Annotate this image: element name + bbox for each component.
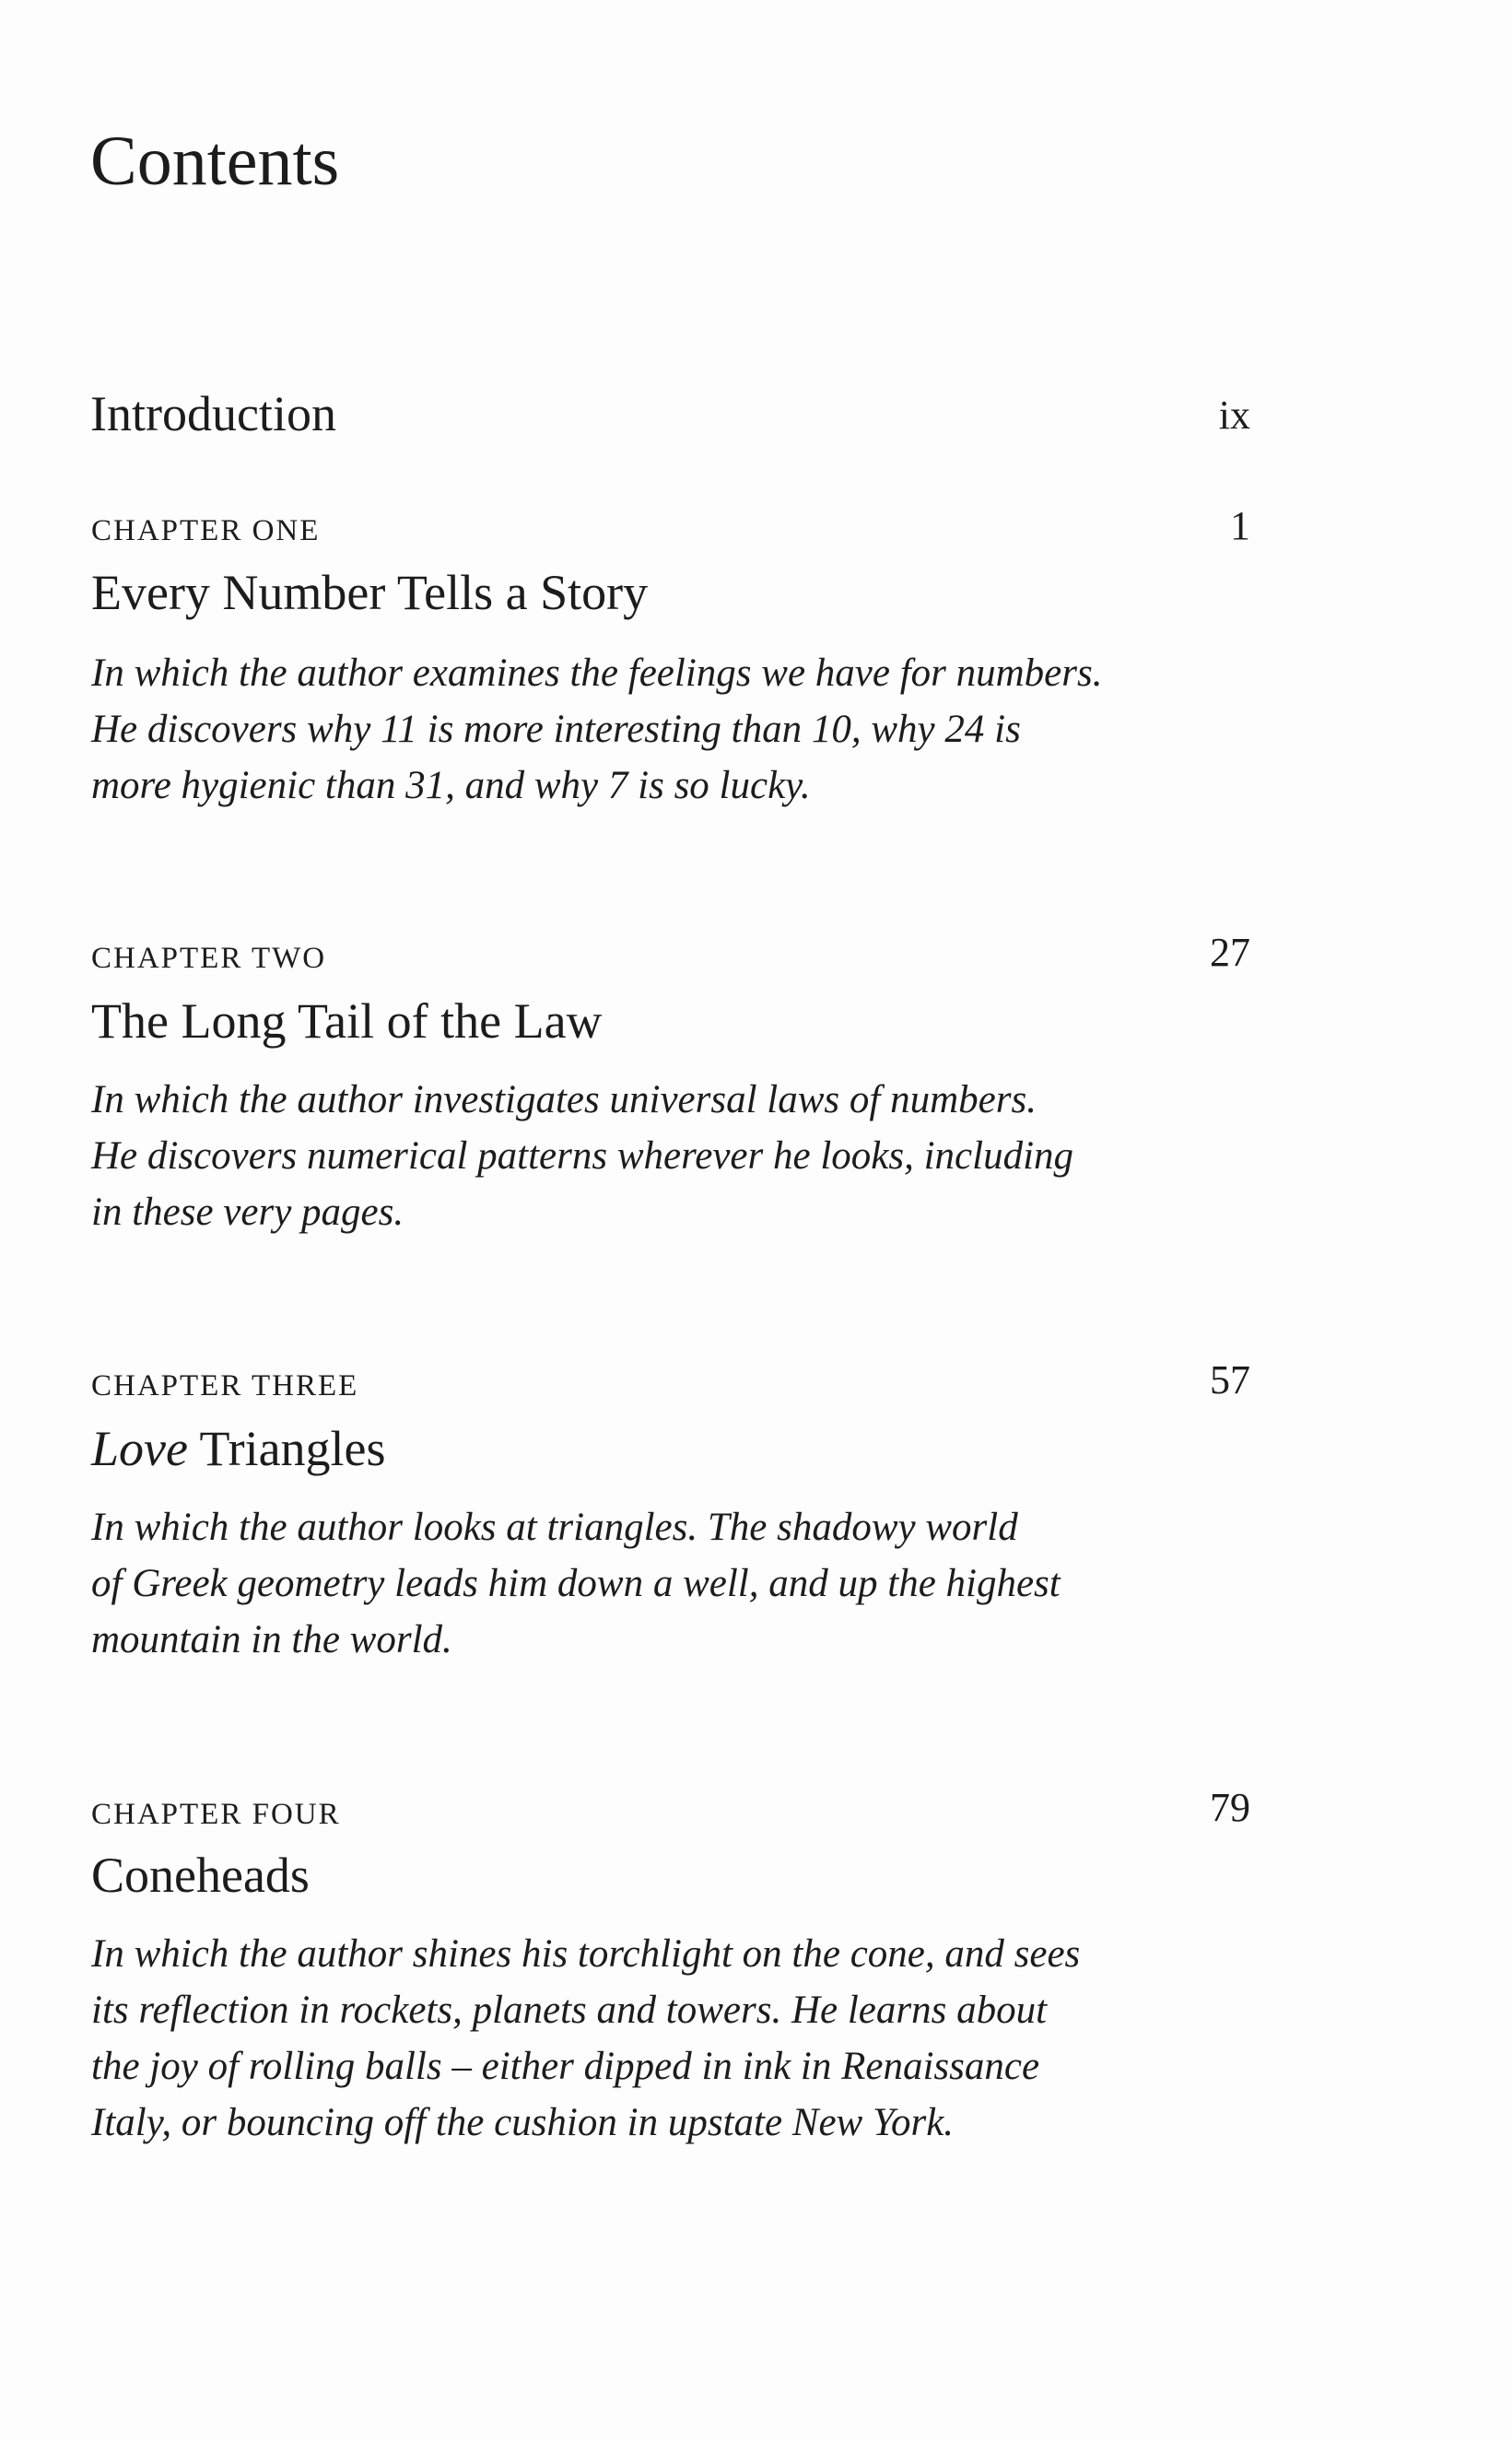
toc-introduction[interactable]: Introduction: [90, 386, 336, 441]
chapter-title[interactable]: The Long Tail of the Law: [91, 993, 603, 1049]
chapter-label: CHAPTER THREE: [91, 1369, 359, 1402]
chapter-label: CHAPTER FOUR: [91, 1798, 341, 1831]
chapter-title[interactable]: Every Number Tells a Story: [91, 565, 649, 620]
chapter-page-number: 79: [1210, 1785, 1250, 1830]
chapter-label: CHAPTER ONE: [91, 514, 321, 547]
chapter-page-number: 1: [1230, 503, 1250, 548]
description-line: mountain in the world.: [91, 1618, 452, 1661]
description-line: In which the author shines his torchlight on the cone, and sees: [91, 1932, 1081, 1976]
description-line: He discovers why 11 is more interesting than 10, why 24 is: [91, 708, 1021, 751]
chapter-description: [91, 1072, 1073, 1240]
description-line: the joy of rolling balls – either dipped in ink in Renaissance: [91, 2045, 1040, 2088]
description-line: more hygienic than 31, and why 7 is so lucky.: [91, 764, 811, 807]
description-line: In which the author looks at triangles. The shadowy world: [91, 1506, 1018, 1549]
chapter-page-number: 57: [1210, 1357, 1250, 1402]
chapter-label: CHAPTER TWO: [91, 942, 327, 975]
description-line: He discovers numerical patterns wherever he looks, including: [91, 1134, 1074, 1178]
chapter-description: [91, 645, 1103, 814]
page-title: Contents: [90, 123, 340, 200]
description-line: its reflection in rockets, planets and towers. He learns about: [91, 1989, 1048, 2032]
description-line: Italy, or bouncing off the cushion in upstate New York.: [91, 2101, 955, 2144]
chapter-title[interactable]: [91, 1420, 386, 1477]
chapter-title-italic: Love: [91, 1421, 188, 1476]
chapter-description: [91, 1926, 1080, 2151]
description-line: In which the author investigates universal laws of numbers.: [91, 1078, 1037, 1121]
chapter-title-rest: Triangles: [187, 1421, 386, 1476]
page-number-introduction: ix: [1218, 393, 1250, 438]
description-line: of Greek geometry leads him down a well, and up the highest: [91, 1562, 1061, 1605]
chapter-description: [91, 1499, 1061, 1668]
description-line: in these very pages.: [91, 1191, 404, 1234]
chapter-page-number: 27: [1210, 930, 1250, 975]
description-line: In which the author examines the feelings we have for numbers.: [91, 651, 1103, 695]
chapter-title[interactable]: Coneheads: [91, 1848, 310, 1903]
